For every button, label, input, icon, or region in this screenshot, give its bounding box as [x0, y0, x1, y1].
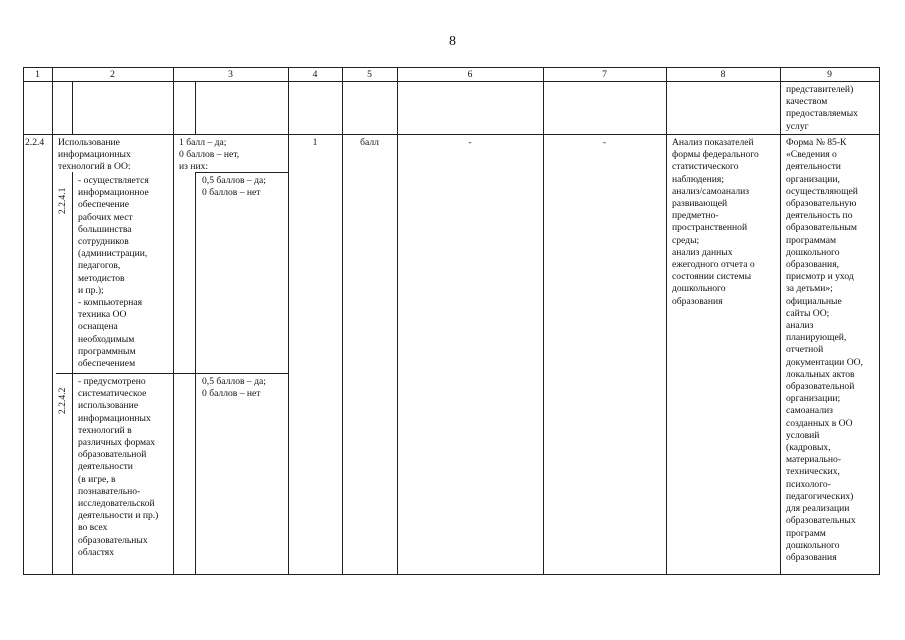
criterion-number: 2.2.4 — [25, 137, 45, 148]
score-unit: балл — [360, 137, 379, 148]
table-line — [666, 67, 667, 575]
table-line — [56, 373, 288, 374]
column-header: 4 — [312, 69, 318, 80]
sub-criterion-number: 2.2.4.2 — [57, 387, 68, 414]
column-header: 1 — [35, 69, 40, 80]
column-header: 7 — [602, 69, 607, 80]
column-header: 9 — [827, 69, 832, 80]
analysis-sources: Анализ показателей формы федерального статистического наблюдения; анализ/самоанализ развивающей предметно- пространственной среды; анализ данных ежегодного отчета о состоянии системы дошкольного образования — [672, 137, 759, 307]
table-line — [23, 574, 880, 575]
column-header: 5 — [367, 69, 372, 80]
page-number: 8 — [449, 34, 456, 49]
table-line — [23, 134, 880, 135]
sub-criterion-number: 2.2.4.1 — [57, 187, 68, 214]
table-line — [23, 67, 24, 575]
table-line — [879, 67, 880, 575]
column-header: 2 — [110, 69, 115, 80]
table-line — [72, 81, 73, 134]
sub-criterion-score: 0,5 баллов – да; 0 баллов – нет — [202, 175, 266, 199]
continued-cell-text: представителей) качеством предоставляемых услуг — [786, 84, 858, 132]
column-header: 8 — [720, 69, 726, 80]
sub-criterion-text: - предусмотрено систематическое использование информационных технологий в различных формах образовательной деятельности (в игре, в познавательно- исследовательской деятельности и пр.) во всех образовательных областях — [78, 376, 159, 558]
table-line — [195, 172, 196, 574]
criterion-title: Использование информационных технологий в ОО: — [58, 137, 131, 173]
sub-criterion-text: - осуществляется информационное обеспечение рабочих мест большинства сотрудников (администрации, педагогов, методистов и пр.); - компьютерная техника ОО оснащена необходимым программным обеспечением — [78, 175, 149, 370]
table-line — [72, 172, 73, 574]
table-line — [52, 67, 53, 575]
table-line — [780, 67, 781, 575]
col7-value: - — [602, 137, 607, 148]
column-header: 3 — [228, 69, 233, 80]
report-forms: Форма № 85-К «Сведения о деятельности организации, осуществляющей образовательную деятельность по образовательным программам дошкольного образования, присмотр и уход за детьми»; официальные сайты ОО; анализ планирующей, отчетной документации ОО, локальных актов образовательной организации; самоанализ созданных в ОО условий (кадровых, материально- технических, психолого- педагогических) для реализации образовательных программ дошкольного образования — [786, 137, 863, 563]
column-header: 6 — [467, 69, 473, 80]
col6-value: - — [468, 137, 472, 148]
score-rule: 1 балл – да; 0 баллов – нет, из них: — [179, 137, 240, 173]
table-line — [23, 67, 880, 68]
table-line — [195, 81, 196, 134]
sub-criterion-score: 0,5 баллов – да; 0 баллов – нет — [202, 376, 266, 400]
max-score: 1 — [312, 137, 318, 148]
